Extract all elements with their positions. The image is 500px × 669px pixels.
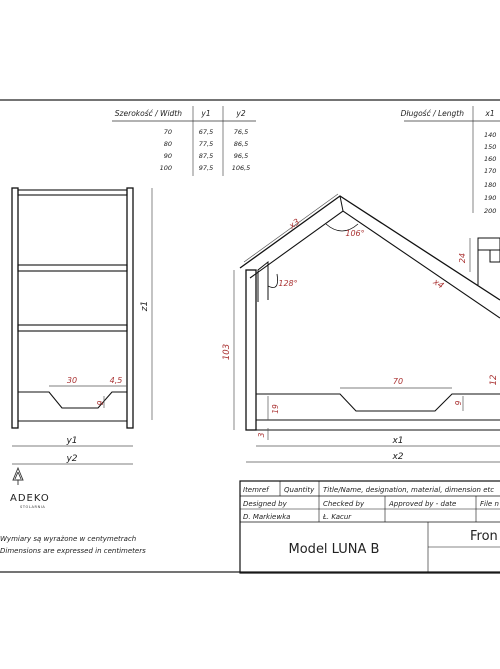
- angle-label-128: 128°: [278, 279, 298, 288]
- width-table-cell: 77,5: [198, 140, 214, 148]
- width-table-cell: 90: [163, 152, 172, 160]
- length-table-cell: 140: [484, 131, 497, 139]
- dim-label-z1: z1: [140, 300, 150, 312]
- roof-inner-line: [250, 211, 500, 318]
- front-left-post: [12, 188, 18, 428]
- front-lower-rail: [18, 325, 127, 331]
- dim-label-y2: y2: [66, 454, 78, 464]
- length-table-cell: 160: [484, 155, 497, 163]
- length-table-cell: 170: [484, 167, 497, 175]
- rear-post-cap: [490, 250, 500, 262]
- dim-label-24: 24: [458, 252, 467, 264]
- dim-label-x3: x3: [287, 217, 302, 232]
- width-table-cell: 67,5: [198, 128, 214, 136]
- rear-post-top: [478, 238, 500, 250]
- side-left-post: [246, 270, 256, 430]
- tb-title-name: Title/Name, designation, material, dimension etc: [323, 486, 495, 494]
- tb-designed-by: D. Markiewka: [243, 513, 291, 521]
- dim-label-x2: x2: [392, 452, 404, 462]
- width-table: [112, 106, 256, 176]
- dim-label-9-side: 9: [454, 400, 463, 406]
- length-table-cell: 190: [484, 194, 497, 202]
- length-table: [401, 106, 500, 215]
- side-view: [222, 194, 500, 462]
- width-table-cell: 70: [163, 128, 172, 136]
- length-table-cell: 150: [484, 143, 497, 151]
- dim-label-30: 30: [66, 376, 78, 385]
- angle-label-106: 106°: [345, 229, 365, 238]
- width-table-cell: 80: [163, 140, 172, 148]
- length-table-cell: 180: [484, 181, 497, 189]
- tb-view: Fron: [470, 529, 498, 544]
- side-bottom-rail-cutout: [256, 394, 500, 411]
- note-dimensions-en: Dimensions are expressed in centimeters: [0, 547, 146, 555]
- width-table-cell: 97,5: [198, 164, 214, 172]
- tb-checked-by: Ł. Kacur: [323, 513, 352, 521]
- width-table-cell: 106,5: [231, 164, 251, 172]
- dim-label-70: 70: [392, 377, 404, 386]
- title-block: [240, 481, 500, 573]
- tb-designed-by-label: Designed by: [243, 500, 287, 508]
- length-table-header-size: Długość / Length: [400, 109, 464, 118]
- tb-itemref: Itemref: [243, 486, 269, 494]
- width-table-cell: 86,5: [233, 140, 249, 148]
- tb-model: Model LUNA B: [288, 542, 380, 557]
- width-table-cell: 100: [159, 164, 172, 172]
- dim-label-x4: x4: [430, 277, 446, 292]
- width-table-cell: 76,5: [233, 128, 249, 136]
- dim-label-3: 3: [257, 432, 266, 438]
- tb-file-label: File n: [480, 500, 499, 508]
- dim-label-y1: y1: [66, 436, 78, 446]
- angle-arc-128: [268, 274, 278, 288]
- dim-label-103: 103: [222, 343, 232, 361]
- logo-tagline: STOLARNIA: [20, 505, 46, 509]
- width-table-header-y1: y1: [201, 109, 211, 118]
- front-middle-rail: [18, 265, 127, 271]
- logo-name: ADEKO: [10, 493, 50, 504]
- length-table-cell: 200: [484, 207, 497, 215]
- width-table-header-size: Szerokość / Width: [114, 109, 182, 118]
- note-dimensions-pl: Wymiary są wyrażone w centymetrach: [0, 535, 137, 543]
- width-table-header-y2: y2: [236, 109, 246, 118]
- width-table-cell: 96,5: [233, 152, 249, 160]
- front-view: [12, 188, 152, 464]
- tb-quantity: Quantity: [284, 486, 315, 494]
- length-table-header-x1: x1: [485, 109, 495, 118]
- dim-label-9: 9: [96, 400, 105, 406]
- front-right-post: [127, 188, 133, 428]
- dim-label-x1: x1: [392, 436, 404, 446]
- company-logo: [10, 468, 50, 509]
- tb-checked-by-label: Checked by: [323, 500, 365, 508]
- dim-label-45: 4,5: [109, 376, 123, 385]
- title-block-frame: [240, 481, 500, 573]
- dim-label-19: 19: [271, 404, 280, 414]
- tb-approved-by-label: Approved by - date: [389, 500, 457, 508]
- front-bottom-rail-cutout: [18, 392, 127, 408]
- dim-label-12: 12: [489, 374, 499, 386]
- front-top-rail: [18, 190, 127, 195]
- tree-icon: [13, 468, 23, 480]
- width-table-cell: 87,5: [198, 152, 214, 160]
